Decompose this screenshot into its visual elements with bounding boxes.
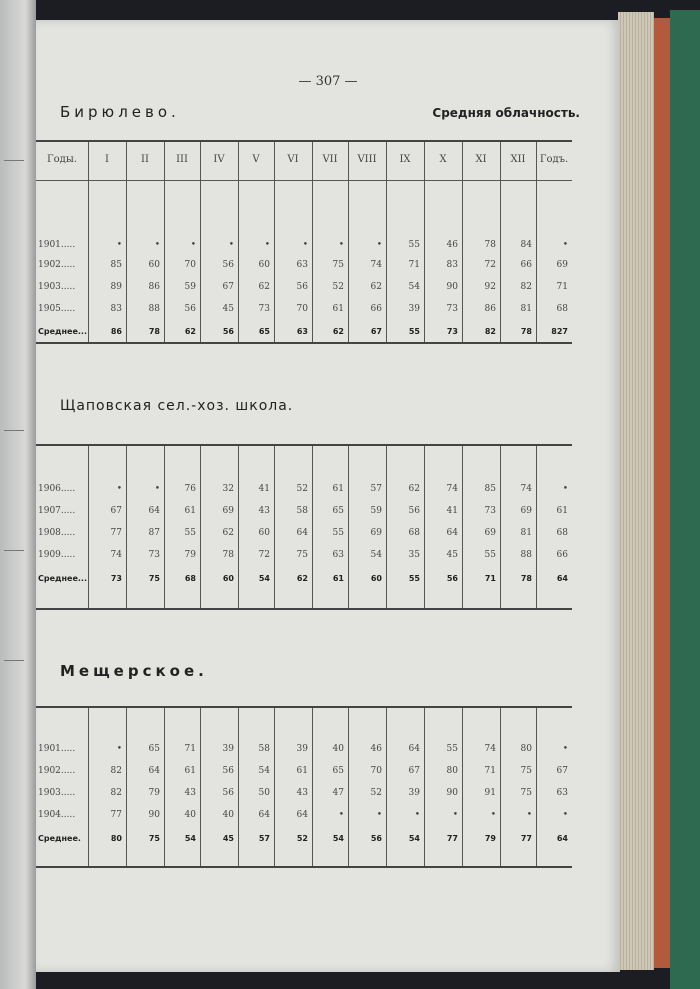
- table-cell: 60: [258, 528, 270, 538]
- row-year: 1901.....: [38, 744, 76, 754]
- page-stack-edge: [618, 12, 654, 970]
- table-cell: 60: [258, 260, 270, 270]
- table-cell: 54: [370, 550, 382, 560]
- row-year: 1901.....: [38, 240, 76, 250]
- table-cell: •: [526, 810, 532, 820]
- table-cell: 71: [556, 282, 568, 292]
- avg-cell: 68: [184, 574, 196, 583]
- table-cell: 85: [484, 484, 496, 494]
- avg-cell: 77: [520, 834, 532, 843]
- table-cell: 90: [446, 282, 458, 292]
- table-cell: 55: [446, 744, 458, 754]
- section3-title: Мещерское.: [60, 662, 208, 680]
- table-cell: 62: [258, 282, 270, 292]
- table-cell: 46: [446, 240, 458, 250]
- table-cell: •: [562, 810, 568, 820]
- table-cell: •: [562, 484, 568, 494]
- table-cell: 73: [446, 304, 458, 314]
- table-cell: 63: [296, 260, 308, 270]
- table-cell: •: [338, 240, 344, 250]
- table-cell: 63: [332, 550, 344, 560]
- avg-cell: 56: [446, 574, 458, 583]
- table-cell: 55: [484, 550, 496, 560]
- table-shchapovo: [36, 446, 572, 608]
- table-cell: 61: [332, 304, 344, 314]
- book-cover-green: [670, 10, 700, 989]
- page-number: — 307 —: [298, 74, 358, 89]
- table-cell: 64: [148, 506, 160, 516]
- table-cell: 64: [408, 744, 420, 754]
- table-cell: 59: [370, 506, 382, 516]
- table-cell: 81: [520, 304, 532, 314]
- avg-cell: 86: [110, 327, 122, 336]
- table-cell: 54: [408, 282, 420, 292]
- table-cell: 54: [258, 766, 270, 776]
- table-cell: •: [302, 240, 308, 250]
- table-cell: 81: [520, 528, 532, 538]
- table-cell: 90: [446, 788, 458, 798]
- table-cell: 82: [110, 788, 122, 798]
- table-cell: 63: [556, 788, 568, 798]
- table-cell: 72: [258, 550, 270, 560]
- table-cell: 62: [222, 528, 234, 538]
- column-divider: [462, 708, 463, 866]
- table-cell: 52: [332, 282, 344, 292]
- avg-cell: 71: [484, 574, 496, 583]
- table-cell: 77: [110, 528, 122, 538]
- avg-cell: 80: [110, 834, 122, 843]
- table-cell: 65: [332, 766, 344, 776]
- table-meshcherskoe: [36, 708, 572, 866]
- avg-label: Среднее...: [38, 327, 87, 336]
- column-divider: [536, 446, 537, 608]
- avg-cell: 60: [222, 574, 234, 583]
- table-cell: 78: [484, 240, 496, 250]
- avg-cell: 60: [370, 574, 382, 583]
- book-cover-red: [654, 18, 670, 968]
- table-cell: 67: [408, 766, 420, 776]
- column-divider: [424, 446, 425, 608]
- avg-cell: 62: [296, 574, 308, 583]
- table-cell: 61: [332, 484, 344, 494]
- table-cell: 32: [222, 484, 234, 494]
- table-cell: 75: [520, 788, 532, 798]
- table-cell: 62: [370, 282, 382, 292]
- table-cell: 80: [446, 766, 458, 776]
- table-cell: 61: [184, 766, 196, 776]
- column-divider: [424, 708, 425, 866]
- table-cell: 61: [556, 506, 568, 516]
- column-divider: [386, 446, 387, 608]
- column-divider: [500, 446, 501, 608]
- table-cell: 66: [520, 260, 532, 270]
- column-divider: [238, 446, 239, 608]
- column-divider: [386, 142, 387, 342]
- table-cell: 85: [110, 260, 122, 270]
- month-header: I: [105, 154, 109, 165]
- column-divider: [274, 708, 275, 866]
- avg-cell: 52: [296, 834, 308, 843]
- row-year: 1904.....: [38, 810, 76, 820]
- table-cell: 67: [110, 506, 122, 516]
- table-cell: 67: [556, 766, 568, 776]
- table-cell: 58: [296, 506, 308, 516]
- table-cell: 74: [110, 550, 122, 560]
- table-cell: 62: [408, 484, 420, 494]
- row-year: 1909.....: [38, 550, 76, 560]
- table-cell: 50: [258, 788, 270, 798]
- column-divider: [200, 142, 201, 342]
- column-divider: [386, 708, 387, 866]
- table-cell: 45: [222, 304, 234, 314]
- table-cell: 69: [556, 260, 568, 270]
- table-cell: 61: [184, 506, 196, 516]
- avg-cell: 54: [408, 834, 420, 843]
- avg-label: Среднее.: [38, 834, 81, 843]
- table-cell: 86: [484, 304, 496, 314]
- avg-cell: 57: [258, 834, 270, 843]
- avg-cell: 77: [446, 834, 458, 843]
- column-divider: [274, 142, 275, 342]
- column-divider: [126, 446, 127, 608]
- table-cell: 60: [148, 260, 160, 270]
- avg-cell: 78: [148, 327, 160, 336]
- avg-cell: 75: [148, 574, 160, 583]
- month-header: IX: [399, 154, 411, 165]
- section1-title: Бирюлево.: [60, 103, 180, 121]
- column-divider: [462, 446, 463, 608]
- avg-cell: 73: [446, 327, 458, 336]
- table-cell: 41: [446, 506, 458, 516]
- avg-cell: 65: [258, 327, 270, 336]
- table-cell: •: [338, 810, 344, 820]
- table-cell: 69: [520, 506, 532, 516]
- table-cell: •: [116, 240, 122, 250]
- column-divider: [88, 446, 89, 608]
- avg-cell: 78: [520, 327, 532, 336]
- table-cell: 56: [408, 506, 420, 516]
- table-cell: 82: [110, 766, 122, 776]
- table-cell: 92: [484, 282, 496, 292]
- table-cell: 68: [556, 304, 568, 314]
- table-cell: 56: [222, 788, 234, 798]
- table-cell: •: [228, 240, 234, 250]
- column-divider: [88, 142, 89, 342]
- avg-cell: 73: [110, 574, 122, 583]
- month-header: IV: [213, 154, 225, 165]
- row-year: 1902.....: [38, 766, 76, 776]
- month-header: Годъ.: [539, 154, 569, 165]
- column-divider: [312, 446, 313, 608]
- section2-title: Щаповская сел.-хоз. школа.: [60, 398, 294, 414]
- table-cell: 64: [296, 810, 308, 820]
- avg-cell: 64: [556, 574, 568, 583]
- month-header: II: [141, 154, 149, 165]
- row-year: 1906.....: [38, 484, 76, 494]
- table-cell: 67: [222, 282, 234, 292]
- table-cell: 46: [370, 744, 382, 754]
- table-cell: 91: [484, 788, 496, 798]
- table-cell: 56: [222, 766, 234, 776]
- table-cell: 87: [148, 528, 160, 538]
- table-cell: 65: [332, 506, 344, 516]
- column-divider: [164, 446, 165, 608]
- table-cell: 74: [484, 744, 496, 754]
- month-header: VII: [322, 154, 338, 165]
- avg-cell: 79: [484, 834, 496, 843]
- left-page-edge: [0, 0, 36, 989]
- table-cell: 75: [520, 766, 532, 776]
- avg-cell: 61: [332, 574, 344, 583]
- table-cell: 73: [484, 506, 496, 516]
- table-cell: 43: [184, 788, 196, 798]
- table-cell: 82: [520, 282, 532, 292]
- avg-cell: 82: [484, 327, 496, 336]
- table-cell: 39: [408, 788, 420, 798]
- table-cell: •: [154, 484, 160, 494]
- table-cell: 47: [332, 788, 344, 798]
- column-divider: [126, 708, 127, 866]
- table-cell: 55: [184, 528, 196, 538]
- table-cell: 79: [184, 550, 196, 560]
- table-cell: 39: [408, 304, 420, 314]
- table-cell: 40: [222, 810, 234, 820]
- avg-cell: 54: [258, 574, 270, 583]
- table-cell: 58: [258, 744, 270, 754]
- table-cell: 78: [222, 550, 234, 560]
- table-cell: 43: [258, 506, 270, 516]
- avg-cell: 67: [370, 327, 382, 336]
- table-cell: 41: [258, 484, 270, 494]
- avg-cell: 56: [222, 327, 234, 336]
- avg-cell: 62: [332, 327, 344, 336]
- table-cell: 52: [296, 484, 308, 494]
- year-header: Годы.: [47, 154, 77, 165]
- avg-cell: 64: [556, 834, 568, 843]
- month-header: V: [252, 154, 260, 165]
- table-cell: •: [562, 744, 568, 754]
- table-cell: 74: [370, 260, 382, 270]
- avg-cell: 45: [222, 834, 234, 843]
- table-cell: 70: [296, 304, 308, 314]
- avg-cell: 54: [332, 834, 344, 843]
- column-divider: [274, 446, 275, 608]
- table-cell: 56: [184, 304, 196, 314]
- row-year: 1905.....: [38, 304, 76, 314]
- table-cell: 71: [484, 766, 496, 776]
- avg-cell: 55: [408, 574, 420, 583]
- table-cell: 66: [556, 550, 568, 560]
- avg-cell: 54: [184, 834, 196, 843]
- table-cell: •: [376, 240, 382, 250]
- table-cell: 64: [446, 528, 458, 538]
- table-cell: 71: [184, 744, 196, 754]
- table-cell: •: [376, 810, 382, 820]
- table-cell: •: [154, 240, 160, 250]
- table-cell: •: [490, 810, 496, 820]
- avg-cell: 56: [370, 834, 382, 843]
- table-cell: 73: [258, 304, 270, 314]
- column-divider: [88, 708, 89, 866]
- table-cell: 69: [484, 528, 496, 538]
- table-cell: 71: [408, 260, 420, 270]
- column-divider: [200, 446, 201, 608]
- column-divider: [462, 142, 463, 342]
- column-divider: [348, 708, 349, 866]
- table-cell: 61: [296, 766, 308, 776]
- table-cell: 90: [148, 810, 160, 820]
- rule: [36, 866, 572, 868]
- table-cell: 39: [296, 744, 308, 754]
- table-cell: 89: [110, 282, 122, 292]
- table-cell: 64: [148, 766, 160, 776]
- table-cell: 68: [408, 528, 420, 538]
- table-cell: 40: [332, 744, 344, 754]
- table-cell: 75: [296, 550, 308, 560]
- row-year: 1908.....: [38, 528, 76, 538]
- table-cell: 88: [520, 550, 532, 560]
- row-year: 1907.....: [38, 506, 76, 516]
- table-cell: 39: [222, 744, 234, 754]
- avg-cell: 75: [148, 834, 160, 843]
- table-cell: 77: [110, 810, 122, 820]
- table-cell: •: [264, 240, 270, 250]
- table-cell: 64: [296, 528, 308, 538]
- column-divider: [348, 142, 349, 342]
- table-biryulevo: [36, 142, 572, 342]
- rule: [36, 608, 572, 610]
- table-cell: 74: [446, 484, 458, 494]
- avg-cell: 78: [520, 574, 532, 583]
- table-cell: 56: [296, 282, 308, 292]
- month-header: XII: [510, 154, 526, 165]
- rule: [36, 342, 572, 344]
- avg-cell: 827: [551, 327, 568, 336]
- table-cell: •: [562, 240, 568, 250]
- table-cell: 45: [446, 550, 458, 560]
- section1-subtitle: Средняя облачность.: [432, 106, 580, 120]
- table-cell: 55: [332, 528, 344, 538]
- table-cell: •: [452, 810, 458, 820]
- table-cell: 64: [258, 810, 270, 820]
- table-cell: 88: [148, 304, 160, 314]
- table-cell: •: [116, 484, 122, 494]
- table-cell: 35: [408, 550, 420, 560]
- table-cell: 73: [148, 550, 160, 560]
- avg-cell: 63: [296, 327, 308, 336]
- document-page: [36, 20, 620, 972]
- table-cell: 59: [184, 282, 196, 292]
- table-cell: •: [190, 240, 196, 250]
- table-cell: •: [414, 810, 420, 820]
- table-cell: 65: [148, 744, 160, 754]
- table-cell: 84: [520, 240, 532, 250]
- avg-label: Среднее...: [38, 574, 87, 583]
- table-cell: 70: [184, 260, 196, 270]
- month-header: X: [439, 154, 447, 165]
- avg-cell: 62: [184, 327, 196, 336]
- month-header: VIII: [357, 154, 377, 165]
- table-cell: 83: [446, 260, 458, 270]
- row-year: 1903.....: [38, 282, 76, 292]
- row-year: 1902.....: [38, 260, 76, 270]
- table-cell: 66: [370, 304, 382, 314]
- column-divider: [348, 446, 349, 608]
- table-cell: 75: [332, 260, 344, 270]
- month-header: III: [176, 154, 188, 165]
- table-cell: 52: [370, 788, 382, 798]
- header-divider: [36, 180, 572, 181]
- table-cell: 72: [484, 260, 496, 270]
- table-cell: 74: [520, 484, 532, 494]
- column-divider: [200, 708, 201, 866]
- table-cell: 70: [370, 766, 382, 776]
- table-cell: 76: [184, 484, 196, 494]
- month-header: XI: [475, 154, 487, 165]
- table-cell: 86: [148, 282, 160, 292]
- avg-cell: 55: [408, 327, 420, 336]
- table-cell: 69: [222, 506, 234, 516]
- table-cell: 80: [520, 744, 532, 754]
- table-cell: •: [116, 744, 122, 754]
- table-cell: 57: [370, 484, 382, 494]
- table-cell: 40: [184, 810, 196, 820]
- table-cell: 56: [222, 260, 234, 270]
- table-cell: 83: [110, 304, 122, 314]
- table-cell: 69: [370, 528, 382, 538]
- table-cell: 79: [148, 788, 160, 798]
- column-divider: [424, 142, 425, 342]
- table-cell: 43: [296, 788, 308, 798]
- row-year: 1903.....: [38, 788, 76, 798]
- table-cell: 68: [556, 528, 568, 538]
- month-header: VI: [287, 154, 299, 165]
- column-divider: [126, 142, 127, 342]
- table-cell: 55: [408, 240, 420, 250]
